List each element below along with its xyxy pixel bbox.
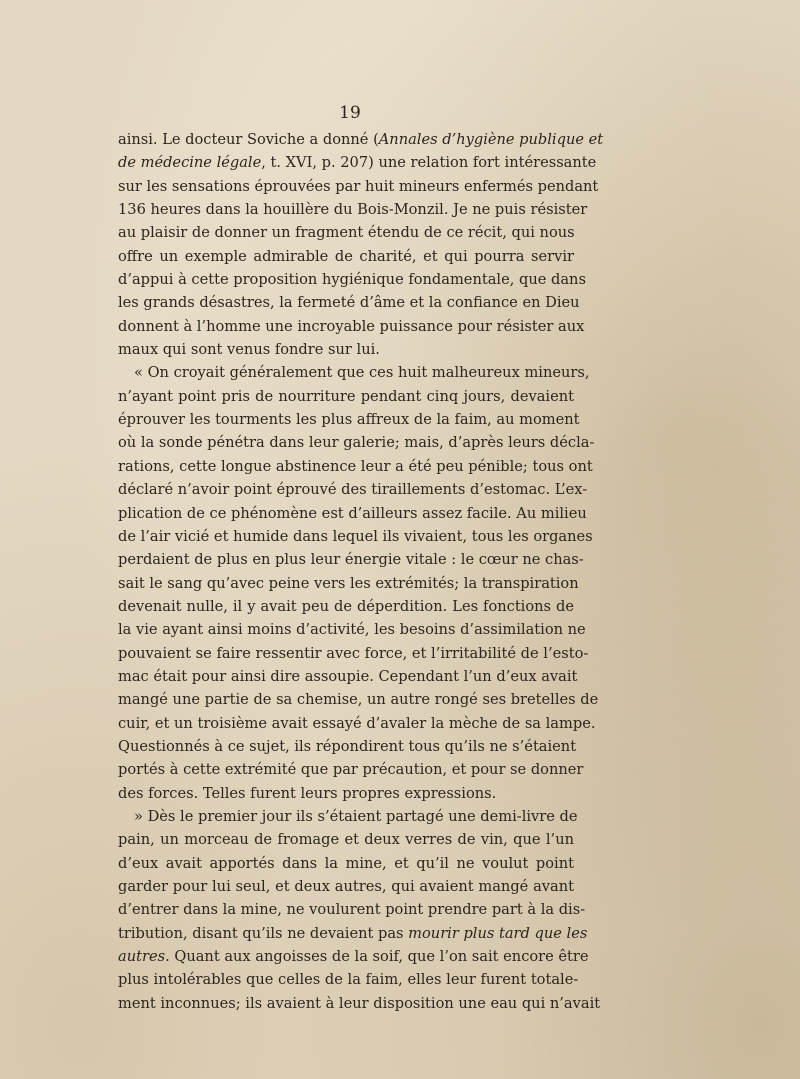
text-line [118,758,584,781]
text-run: offre un exemple admirable de charité, et qui pourra servir [118,247,574,265]
text-run: . Quant aux angoisses de la soif, que l’on sait encore être [165,948,589,966]
page-number: 19 [339,103,361,123]
text-line [118,455,593,478]
text-line [118,151,597,174]
text-line [118,198,588,221]
text-run: plus intolérables que celles de la faim, elles leur furent totale- [118,971,579,989]
text-line [118,782,574,805]
text-run: ainsi. Le docteur Soviche a donné ( [118,131,379,148]
text-line [118,385,574,408]
text-run: perdaient de plus en plus leur énergie vitale : le cœur ne chas- [118,551,584,569]
text-run: mangé une partie de sa chemise, un autre rongé ses bretelles de [118,691,599,709]
text-run: devenait nulle, il y avait peu de déperdition. Les fonctions de [118,597,574,615]
text-line [118,805,578,828]
text-line [118,245,574,268]
text-run: plication de ce phénomène est d’ailleurs assez facile. Au milieu [118,504,587,522]
text-run: d’appui à cette proposition hygiénique fondamentale, que dans [118,271,586,289]
text-line [118,572,579,595]
text-line [118,128,604,151]
text-line [118,992,601,1015]
text-run: pouvaient se faire ressentir avec force, et l’irritabilité de l’esto- [118,644,589,662]
text-line [118,595,574,618]
body-text [118,128,604,1015]
text-run: » Dès le premier jour ils s’étaient partagé une demi-livre de [134,807,578,825]
text-line [118,618,586,641]
text-run: déclaré n’avoir point éprouvé des tiraillements d’estomac. L’ex- [118,481,588,499]
text-run: cuir, et un troisième avait essayé d’avaler la mèche de sa lampe. [118,714,596,732]
italic-text: autres [118,948,166,966]
text-run: portés à cette extrémité que par précaution, et pour se donner [118,761,584,779]
text-line [118,665,578,688]
text-run: des forces. Telles furent leurs propres expressions. [118,784,497,802]
text-run: sur les sensations éprouvées par huit mineurs enfermés pendant [118,177,599,195]
text-line [118,525,593,548]
text-line [118,315,585,338]
text-line [118,688,599,711]
text-line [118,408,580,431]
text-run: sait le sang qu’avec peine vers les extrémités; la transpiration [118,574,579,592]
text-run: tribution, disant qu’ils ne devaient pas [118,924,409,942]
text-run: rations, cette longue abstinence leur a été peu pénible; tous ont [118,457,593,475]
text-run: de l’air vicié et humide dans lequel ils vivaient, tous les organes [118,527,593,545]
text-run: d’eux avait apportés dans la mine, et qu’il ne voulut point [118,854,574,872]
text-run: où la sonde pénétra dans leur galerie; mais, d’après leurs décla- [118,434,595,452]
text-run: garder pour lui seul, et deux autres, qui avaient mangé avant [118,878,574,895]
text-run: d’entrer dans la mine, ne voulurent point prendre part à la dis- [118,901,586,919]
text-run: ment inconnues; ils avaient à leur disposition une eau qui n’avait [118,994,601,1012]
text-line [118,221,574,244]
text-line [118,175,599,198]
text-line [118,268,586,291]
text-line [118,875,574,898]
text-run: pain, un morceau de fromage et deux verres de vin, que l’un [118,831,574,849]
text-run: éprouver les tourments les plus affreux de la faim, au moment [118,411,580,429]
text-run: maux qui sont venus fondre sur lui. [118,341,380,359]
text-line [118,361,590,384]
text-line [118,291,580,314]
text-run: « On croyait généralement que ces huit malheureux mineurs, [134,364,590,382]
text-line [118,852,574,875]
italic-text: Annales d’hygiène publique et [378,131,604,148]
text-run: mac était pour ainsi dire assoupie. Cependant l’un d’eux avait [118,667,578,685]
text-line [118,968,579,991]
text-line [118,712,596,735]
text-line [118,502,587,525]
text-line [118,945,589,968]
text-line [118,431,595,454]
text-line [118,478,588,501]
italic-text: de médecine légale [118,154,262,172]
text-line [118,642,589,665]
text-run: , t. XVI, p. 207) une relation fort intéressante [261,154,597,172]
text-run: les grands désastres, la fermeté d’âme et la confiance en Dieu [118,294,580,312]
text-line [118,828,574,851]
text-run: donnent à l’homme une incroyable puissance pour résister aux [118,317,585,335]
text-run: Questionnés à ce sujet, ils répondirent tous qu’ils ne s’étaient [118,737,577,755]
text-run: au plaisir de donner un fragment étendu de ce récit, qui nous [118,224,575,242]
text-line [118,338,574,361]
text-run: 136 heures dans la houillère du Bois-Monzil. Je ne puis résister [118,201,588,219]
italic-text: mourir plus tard que les [408,924,588,942]
text-line [118,548,584,571]
text-line [118,735,577,758]
text-run: n’ayant point pris de nourriture pendant cinq jours, devaient [118,387,574,405]
text-run: la vie ayant ainsi moins d’activité, les besoins d’assimilation ne [118,621,586,639]
text-line [118,898,586,921]
text-line [118,922,588,945]
